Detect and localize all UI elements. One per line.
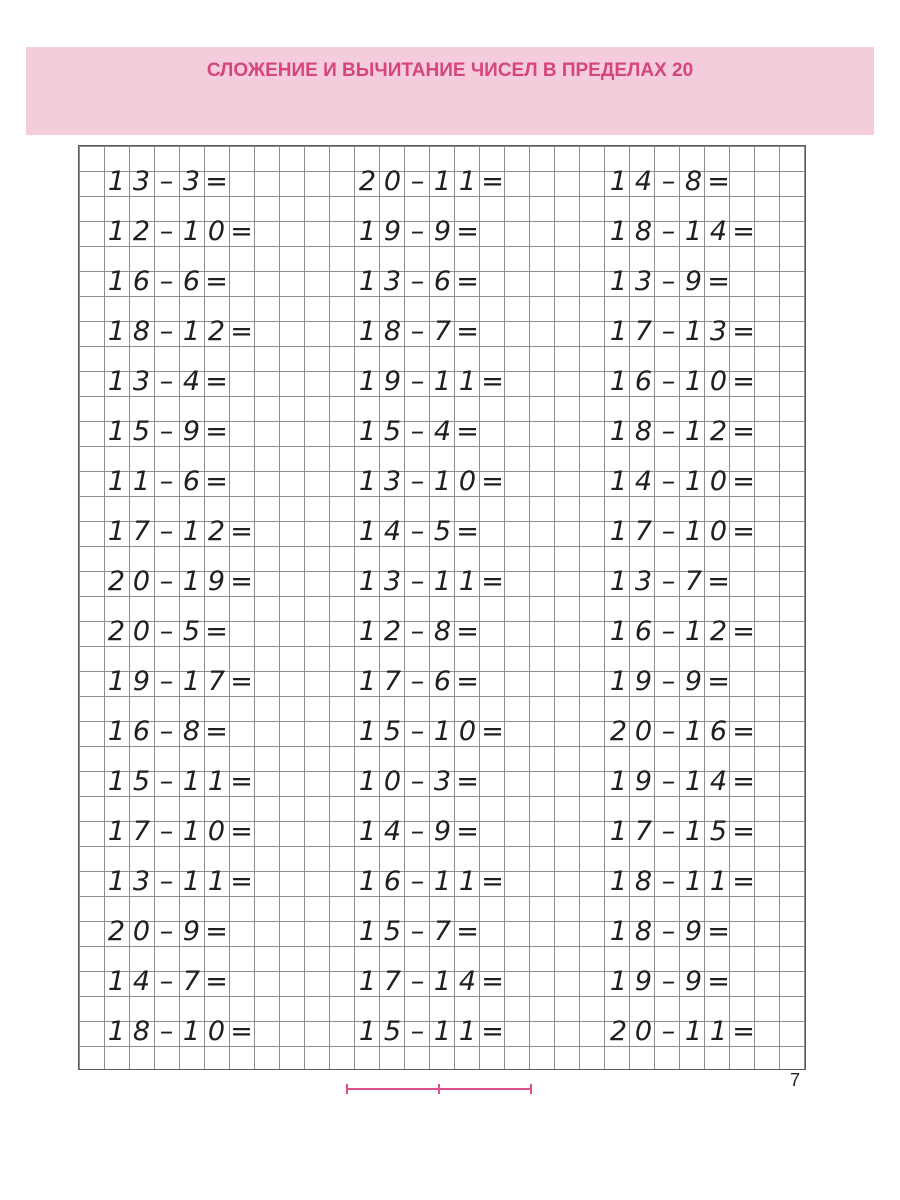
exercise: 1 8 – 1 4 = [609,216,755,247]
exercise: 1 3 – 1 1 = [107,866,253,897]
exercise: 1 9 – 1 1 = [358,366,504,397]
exercise: 2 0 – 1 1 = [358,166,504,197]
exercise: 1 2 – 8 = [358,616,479,647]
exercise: 1 5 – 1 1 = [358,1016,504,1047]
exercise: 1 9 – 1 4 = [609,766,755,797]
exercise: 1 6 – 8 = [107,716,228,747]
exercise: 1 8 – 1 2 = [107,316,253,347]
exercise: 1 8 – 7 = [358,316,479,347]
ruler-tick [438,1084,440,1094]
exercise: 1 6 – 6 = [107,266,228,297]
exercise: 1 8 – 1 0 = [107,1016,253,1047]
exercise: 1 9 – 1 7 = [107,666,253,697]
ruler-tick [346,1084,348,1094]
exercise: 1 5 – 9 = [107,416,228,447]
exercise: 1 4 – 5 = [358,516,479,547]
exercise: 1 3 – 4 = [107,366,228,397]
ruler-tick [530,1084,532,1094]
page-ruler-decoration [346,1084,532,1094]
exercise: 1 1 – 6 = [107,466,228,497]
exercise: 1 5 – 1 0 = [358,716,504,747]
exercise: 1 8 – 1 1 = [609,866,755,897]
exercise: 1 3 – 9 = [609,266,730,297]
exercise: 1 6 – 1 1 = [358,866,504,897]
exercise: 1 7 – 1 5 = [609,816,755,847]
exercise: 1 5 – 4 = [358,416,479,447]
exercise: 1 8 – 9 = [609,916,730,947]
exercise: 1 6 – 1 2 = [609,616,755,647]
exercise: 1 7 – 1 0 = [609,516,755,547]
exercise: 1 3 – 6 = [358,266,479,297]
exercise: 1 4 – 8 = [609,166,730,197]
exercise: 1 9 – 9 = [609,966,730,997]
exercise: 1 7 – 1 2 = [107,516,253,547]
exercise: 1 4 – 7 = [107,966,228,997]
exercise: 2 0 – 5 = [107,616,228,647]
exercise: 1 5 – 7 = [358,916,479,947]
exercise: 1 7 – 1 3 = [609,316,755,347]
exercise: 1 7 – 6 = [358,666,479,697]
exercise: 1 0 – 3 = [358,766,479,797]
exercise: 1 5 – 1 1 = [107,766,253,797]
exercise: 1 9 – 9 = [358,216,479,247]
exercise: 2 0 – 9 = [107,916,228,947]
exercise: 1 4 – 9 = [358,816,479,847]
exercise: 1 4 – 1 0 = [609,466,755,497]
exercise: 1 3 – 3 = [107,166,228,197]
exercise: 2 0 – 1 1 = [609,1016,755,1047]
exercise: 1 3 – 1 1 = [358,566,504,597]
exercise: 1 6 – 1 0 = [609,366,755,397]
exercise: 1 9 – 9 = [609,666,730,697]
page-number: 7 [790,1070,801,1090]
page-title: СЛОЖЕНИЕ И ВЫЧИТАНИЕ ЧИСЕЛ В ПРЕДЕЛАХ 20 [206,60,694,81]
exercise: 1 2 – 1 0 = [107,216,253,247]
exercise: 1 3 – 7 = [609,566,730,597]
exercise: 2 0 – 1 6 = [609,716,755,747]
exercise: 1 7 – 1 0 = [107,816,253,847]
exercise: 1 8 – 1 2 = [609,416,755,447]
exercise: 2 0 – 1 9 = [107,566,253,597]
exercise: 1 7 – 1 4 = [358,966,504,997]
exercise: 1 3 – 1 0 = [358,466,504,497]
